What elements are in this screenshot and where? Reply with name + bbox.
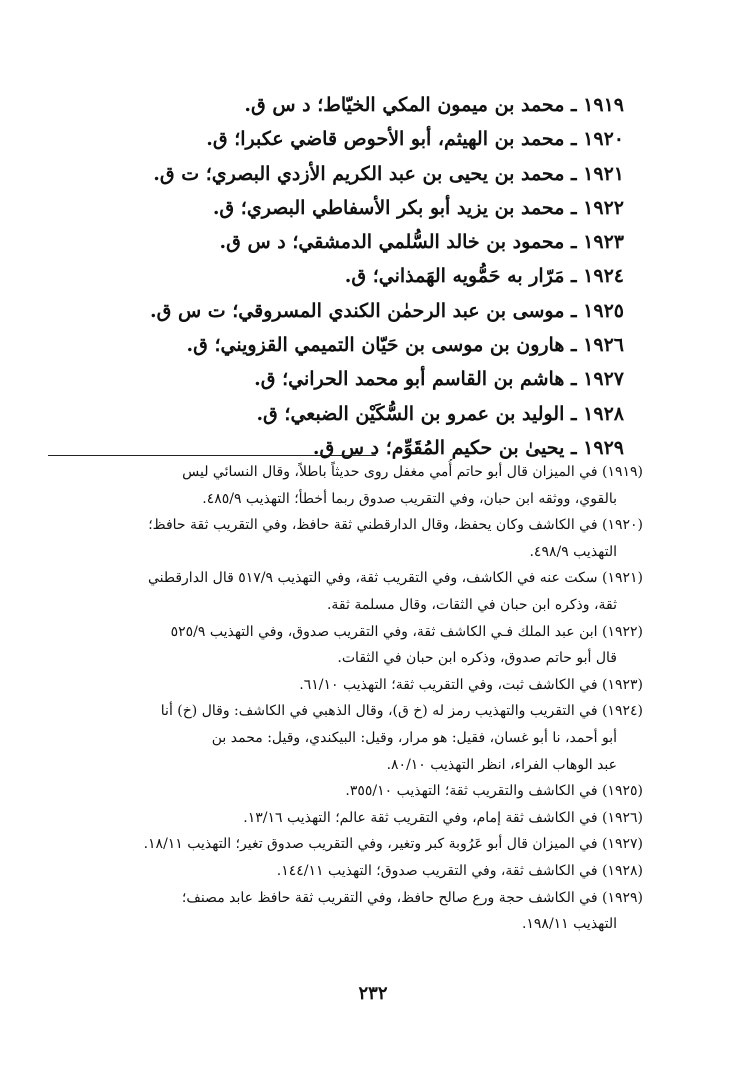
footnote-continuation: أبو أحمد، نا أبو غسان، فقيل: هو مرار، وقيل: البيكندي، وقيل: محمد بن	[211, 729, 617, 746]
footnote	[48, 565, 643, 618]
footnote-line: (١٩١٩) في الميزان قال أبو حاتم أُمي مغفل روى حديثاً باطلاً، وقال النسائي ليس	[182, 464, 643, 480]
footnote	[48, 672, 643, 699]
footnotes	[48, 459, 643, 938]
footnote	[48, 459, 643, 512]
footnote	[48, 885, 643, 938]
narrator-entry: ١٩٢٢ ـ محمد بن يزيد أبو بكر الأسفاطي البصري؛ ق.	[212, 196, 624, 219]
narrator-entry: ١٩١٩ ـ محمد بن ميمون المكي الخيّاط؛ د س ق.	[244, 94, 624, 116]
footnote	[48, 698, 643, 778]
footnote-continuation: التهذيب ٤٩٨/٩.	[529, 543, 617, 560]
narrator-entry: ١٩٢٦ ـ هارون بن موسى بن حَيّان التميمي القزويني؛ ق.	[186, 334, 624, 357]
narrator-entry: ١٩٢٧ ـ هاشم بن القاسم أبو محمد الحراني؛ ق.	[254, 368, 624, 391]
footnote-line: (١٩٢٠) في الكاشف وكان يحفظ، وقال الدارقطني ثقة حافظ، وفي التقريب ثقة حافظ؛	[148, 517, 643, 534]
footnote	[48, 831, 643, 858]
narrator-entry: ١٩٢٨ ـ الوليد بن عمرو بن السُّكَيْن الضبعي؛ ق.	[256, 402, 624, 425]
footnote-continuation: قال أبو حاتم صدوق، وذكره ابن حبان في الثقات.	[337, 650, 617, 667]
narrator-entry: ١٩٢١ ـ محمد بن يحيى بن عبد الكريم الأزدي البصري؛ ت ق.	[153, 162, 624, 185]
footnote	[48, 619, 643, 672]
footnote-line: (١٩٢١) سكت عنه في الكاشف، وفي التقريب ثقة، وفي التهذيب ٥١٧/٩ قال الدارقطني	[147, 570, 643, 587]
narrator-entry: ١٩٢٣ ـ محمود بن خالد السُّلمي الدمشقي؛ د س ق.	[219, 231, 624, 254]
page-number: ٢٣٢	[358, 983, 388, 1004]
footnote	[48, 858, 643, 885]
footnote-line: (١٩٢٩) في الكاشف حجة ورع صالح حافظ، وفي التقريب ثقة حافظ عابد مصنف؛	[181, 889, 643, 906]
footnote-line: (١٩٢٦) في الكاشف ثقة إمام، وفي التقريب ثقة عالم؛ التهذيب ١٣/١٦.	[243, 809, 643, 826]
narrator-entry: ١٩٢٩ ـ يحيىٰ بن حكيم المُقَوِّم؛ د س ق.	[312, 436, 624, 459]
footnote-continuation: التهذيب ١٩٨/١١.	[521, 916, 617, 933]
footnote-line: (١٩٢٥) في الكاشف والتقريب ثقة؛ التهذيب ٣٥٥/١٠.	[345, 783, 643, 800]
narrator-entry: ١٩٢٥ ـ موسى بن عبد الرحمٰن الكندي المسروقي؛ ت س ق.	[149, 299, 624, 322]
footnote-line: (١٩٢٢) ابن عبد الملك فـي الكاشف ثقة، وفي التقريب صدوق، وفي التهذيب ٥٢٥/٩	[170, 623, 643, 640]
footnote-continuation: بالقوي، ووثقه ابن حبان، وفي التقريب صدوق ربما أخطأ؛ التهذيب ٤٨٥/٩.	[202, 490, 617, 507]
footnote-continuation: عبد الوهاب الفراء، انظر التهذيب ٨٠/١٠.	[386, 756, 617, 773]
footnote-line: (١٩٢٤) في التقريب والتهذيب رمز له (خ ق)، وقال الذهبي في الكاشف: وقال (خ) أنا	[160, 703, 643, 720]
footnote-line: (١٩٢٧) في الميزان قال أبو عَرُوبة كبر وتغير، وفي التقريب صدوق تغير؛ التهذيب ١٨/١١.	[143, 836, 643, 853]
footnote-continuation: ثقة، وذكره ابن حبان في الثقات، وقال مسلمة ثقة.	[326, 596, 617, 613]
narrator-entry: ١٩٢٠ ـ محمد بن الهيثم، أبو الأحوص قاضي عكبرا؛ ق.	[206, 128, 624, 151]
footnote-line: (١٩٢٨) في الكاشف ثقة، وفي التقريب صدوق؛ التهذيب ١٤٤/١١.	[276, 862, 643, 879]
footnote-divider	[48, 455, 376, 456]
footnote-line: (١٩٢٣) في الكاشف ثبت، وفي التقريب ثقة؛ التهذيب ٦١/١٠.	[299, 676, 643, 693]
narrator-list	[64, 88, 624, 465]
footnote	[48, 805, 643, 832]
footnote	[48, 512, 643, 565]
footnote	[48, 778, 643, 805]
narrator-entry: ١٩٢٤ ـ مَرّار به حَمُّويه الهَمذاني؛ ق.	[344, 265, 624, 288]
